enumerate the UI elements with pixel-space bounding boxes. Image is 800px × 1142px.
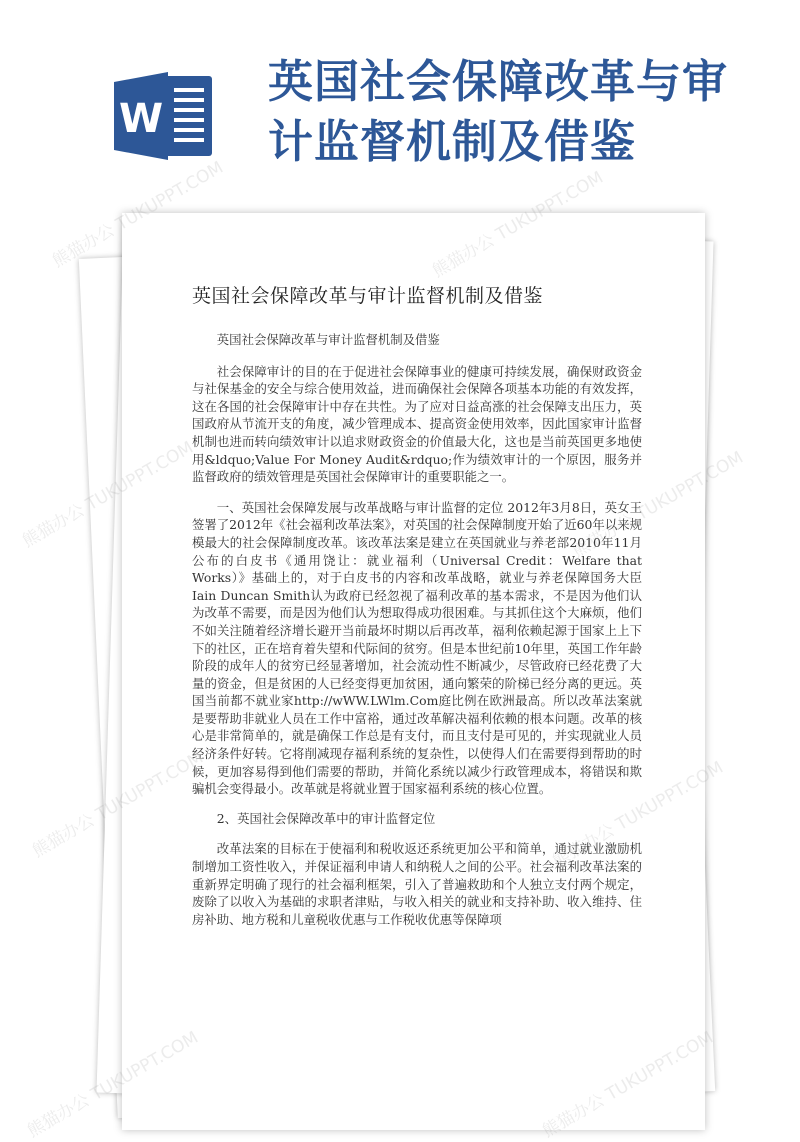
watermark-text: 熊猫办公 [24,1090,94,1142]
watermark-text: 熊猫办公 [29,810,99,862]
word-document-icon [112,68,216,164]
document-title: 英国社会保障改革与审计监督机制及借鉴 [192,285,544,307]
paragraph-intro: 社会保障审计的目的在于促进社会保障事业的健康可持续发展，确保财政资金与社保基金的安全与综合使用效益，进而确保社会保障各项基本功能的有效发挥，这在各国的社会保障审计中存在共性。为了应对日益高涨的社会保障支出压力，英国政府从节流开支的角度，减少管理成本、提高资金使用效率，因此国家审计监督机制也进而转向绩效审计以追求财政资金的价值最大化，这也是当前英国更多地使用&ldquo;Value For Money Audit&rdquo;作为绩效审计的一个原因，服务并监督政府的绩效管理是英国社会保障审计的重要职能之一。 [192,363,642,485]
watermark-text: 熊猫办公 TUKUPPT.COM [49,157,227,272]
word-letter: W [118,96,164,142]
banner-title: 英国社会保障改革与审计监督机制及借鉴 [268,55,729,168]
paragraph-section-one: 一、英国社会保障发展与改革战略与审计监督的定位 2012年3月8日，英女王签署了2012年《社会福利改革法案》，对英国的社会保障制度开始了近60年以来规模最大的社会保障制度改革。该改革法案是建立在英国就业与养老部2010年11月公布的白皮书《通用饶让：就业福利（Universal Credit：Welfare that Works）》基础上的，对于白皮书的内容和改革战略，就业与养老保障国务大臣Iain Duncan Smith认为政府已经忽视了福利改革的基本需求，不是因为他们认为改革不需要，而是因为他们认为想取得成功很困难。与其抓住这个大麻烦，他们不如关注随着经济增长避开当前最坏时期以后再改革，福利依赖起源于国家上上下下的社区，正在培育着失望和代际间的贫穷。但是本世纪前10年里，英国工作年龄阶段的成年人的贫穷已经显著增加，社会流动性不断减少，尽管政府已经花费了大量的资金，但是贫困的人已经变得更加贫困，通向繁荣的阶梯已经分离的更远。英国当前都不就业家http://wWW.LWlm.Com庭比例在欧洲最高。所以改革法案就是要帮助非就业人员在工作中富裕，通过改革解决福利依赖的根本问题。改革的核心是非常简单的，就是确保工作总是有支付，而且支付是可见的，并实现就业人员经济条件好转。它将削减现存福利系统的复杂性，以使得人们在需要得到帮助的时候，更加容易得到他们需要的帮助，并简化系统以减少行政管理成本，将错误和欺骗机会变得最小。改革就是将就业置于国家福利系统的核心位置。 [192,499,642,797]
header-banner [0,0,800,205]
section-heading: 2、英国社会保障改革中的审计监督定位 [216,810,436,826]
document-subtitle: 英国社会保障改革与审计监督机制及借鉴 [216,332,440,347]
watermark-text: 熊猫办公 [19,500,89,552]
document-page [122,213,705,1130]
paragraph-reform-goals: 改革法案的目标在于使福利和税收返还系统更加公平和简单，通过就业激励机制增加工资性收入，并保证福利申请人和纳税人之间的公平。社会福利改革法案的重新界定明确了现行的社会福利框架，引入了普遍救助和个人独立支付两个规定，废除了以收入为基础的求职者津贴，与收入相关的就业和支持补助、收入维持、住房补助、地方税和儿童税收优惠与工作税收优惠等保障项 [192,841,642,927]
document-body [192,331,642,928]
